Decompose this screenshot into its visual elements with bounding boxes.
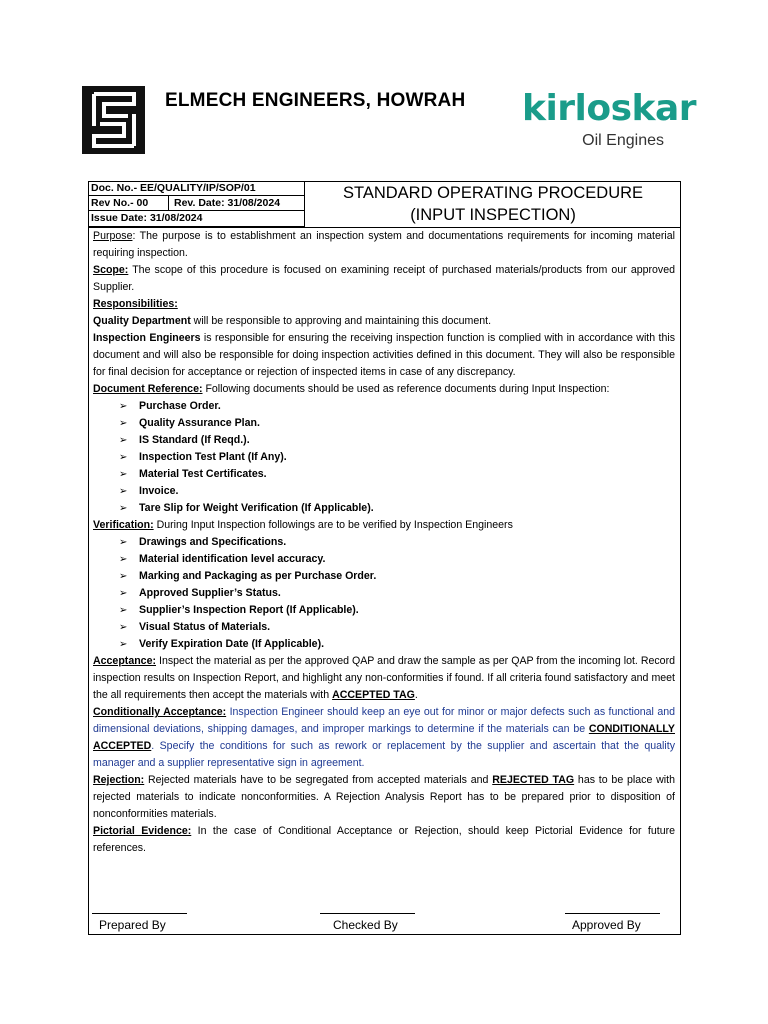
responsibilities-label: Responsibilities: [93,298,178,310]
approved-signature-line [565,913,660,914]
rejection-text: Rejected materials have to be segregated from accepted materials and [144,774,493,786]
doc-number: Doc. No.- EE/QUALITY/IP/SOP/01 [88,181,304,196]
doc-reference-list [93,398,675,517]
list-item: ➢ Material identification level accuracy. [119,551,675,568]
rev-date: Rev. Date: 31/08/2024 [168,196,304,211]
kirloskar-logo [520,88,697,158]
doc-reference-text: Following documents should be used as reference documents during Input Inspection: [202,383,610,395]
purpose-paragraph [93,228,675,262]
list-item: ➢ Approved Supplier’s Status. [119,585,675,602]
conditional-paragraph [93,704,675,772]
sop-title-line2: (INPUT INSPECTION) [410,206,576,224]
acceptance-end: . [414,689,418,701]
acceptance-text: Inspect the material as per the approved QAP and draw the sample as per QAP from the incoming lot. Record inspection results on Inspection Report, and highlight any non-conformities if found. If all criteria found satisfactory and meet the all requirements then accept the materials with [93,655,675,701]
list-item: ➢ Visual Status of Materials. [119,619,675,636]
sop-body [93,228,675,857]
approved-by-label: Approved By [572,918,641,932]
accepted-tag: ACCEPTED TAG [332,689,415,701]
prepared-signature-line [92,913,187,914]
list-item: ➢ Invoice. [119,483,675,500]
list-item: ➢ Quality Assurance Plan. [119,415,675,432]
list-item: ➢ IS Standard (If Reqd.). [119,432,675,449]
brand-subtitle: Oil Engines [582,132,664,149]
list-item: ➢ Marking and Packaging as per Purchase Order. [119,568,675,585]
rejected-tag: REJECTED TAG [492,774,575,786]
checked-signature-line [320,913,415,914]
list-item: ➢ Material Test Certificates. [119,466,675,483]
conditional-label: Conditionally Acceptance: [93,706,227,718]
rev-divider [168,196,169,211]
scope-label: Scope: [93,264,129,276]
pictorial-label: Pictorial Evidence: [93,825,192,837]
rejection-text-2: has to be place with rejected materials to indicate nonconformities. A Rejection Analysis Report has to be prepared prior to disposition of nonconformities materials. [93,774,675,820]
verification-label: Verification: [93,519,154,531]
purpose-label: Purpose [93,230,133,242]
doc-info-block [88,181,304,227]
quality-dept-text: will be responsible to approving and maintaining this document. [190,315,492,327]
doc-reference-label: Document Reference: [93,383,203,395]
list-item: ➢ Supplier’s Inspection Report (If Applicable). [119,602,675,619]
scope-text: The scope of this procedure is focused on examining receipt of purchased materials/products from our approved Supplier. [93,264,675,293]
conditional-text-2: . Specify the conditions for such as rework or replacement by the supplier and ascertain that the quality manager and a supplier representative sign in agreement. [93,740,675,769]
acceptance-label: Acceptance: [93,655,156,667]
issue-date: Issue Date: 31/08/2024 [88,211,304,227]
list-item: ➢ Inspection Test Plant (If Any). [119,449,675,466]
verification-list [93,534,675,653]
verification-paragraph [93,517,675,534]
brand-wordmark: kirloskar [522,88,697,129]
company-name: ELMECH ENGINEERS, HOWRAH [165,90,466,111]
responsibilities-heading [93,296,675,313]
quality-dept-label: Quality Department [93,315,191,327]
conditionally-accepted-tag: CONDITIONALLY ACCEPTED [93,723,675,752]
conditional-text: Inspection Engineer should keep an eye out for minor or major defects such as functional and dimensional deviations, shipping damages, and improper markings to determine if the materials can be [93,706,675,735]
list-item: ➢ Verify Expiration Date (If Applicable). [119,636,675,653]
list-item: ➢ Purchase Order. [119,398,675,415]
doc-reference-paragraph [93,381,675,398]
scope-paragraph [93,262,675,296]
elmech-logo [82,86,145,154]
list-item: ➢ Drawings and Specifications. [119,534,675,551]
inspection-eng-paragraph [93,330,675,381]
rev-number: Rev No.- 00 [88,196,168,211]
elmech-logo-mark [82,86,145,154]
inspection-eng-text: is responsible for ensuring the receiving inspection function is complied with in accordance with this document and will also be responsible for doing inspection activities defined in this document. They will also be responsible for final decision for acceptance or rejection of inspected items in case of any discrepancy. [93,332,675,378]
acceptance-paragraph [93,653,675,704]
pictorial-paragraph [93,823,675,857]
pictorial-text: In the case of Conditional Acceptance or Rejection, should keep Pictorial Evidence for future references. [93,825,676,854]
sop-title [305,182,681,226]
verification-text: During Input Inspection followings are to be verified by Inspection Engineers [153,519,513,531]
rejection-paragraph [93,772,675,823]
purpose-text: : The purpose is to establishment an inspection system and documentations requirements for incoming material requiring inspection. [93,230,675,259]
sop-title-line1: STANDARD OPERATING PROCEDURE [342,184,644,202]
list-item: ➢ Tare Slip for Weight Verification (If Applicable). [119,500,675,517]
prepared-by-label: Prepared By [99,918,166,932]
checked-by-label: Checked By [333,918,398,932]
inspection-eng-label: Inspection Engineers [93,332,201,344]
rejection-label: Rejection: [93,774,145,786]
quality-dept-paragraph [93,313,675,330]
